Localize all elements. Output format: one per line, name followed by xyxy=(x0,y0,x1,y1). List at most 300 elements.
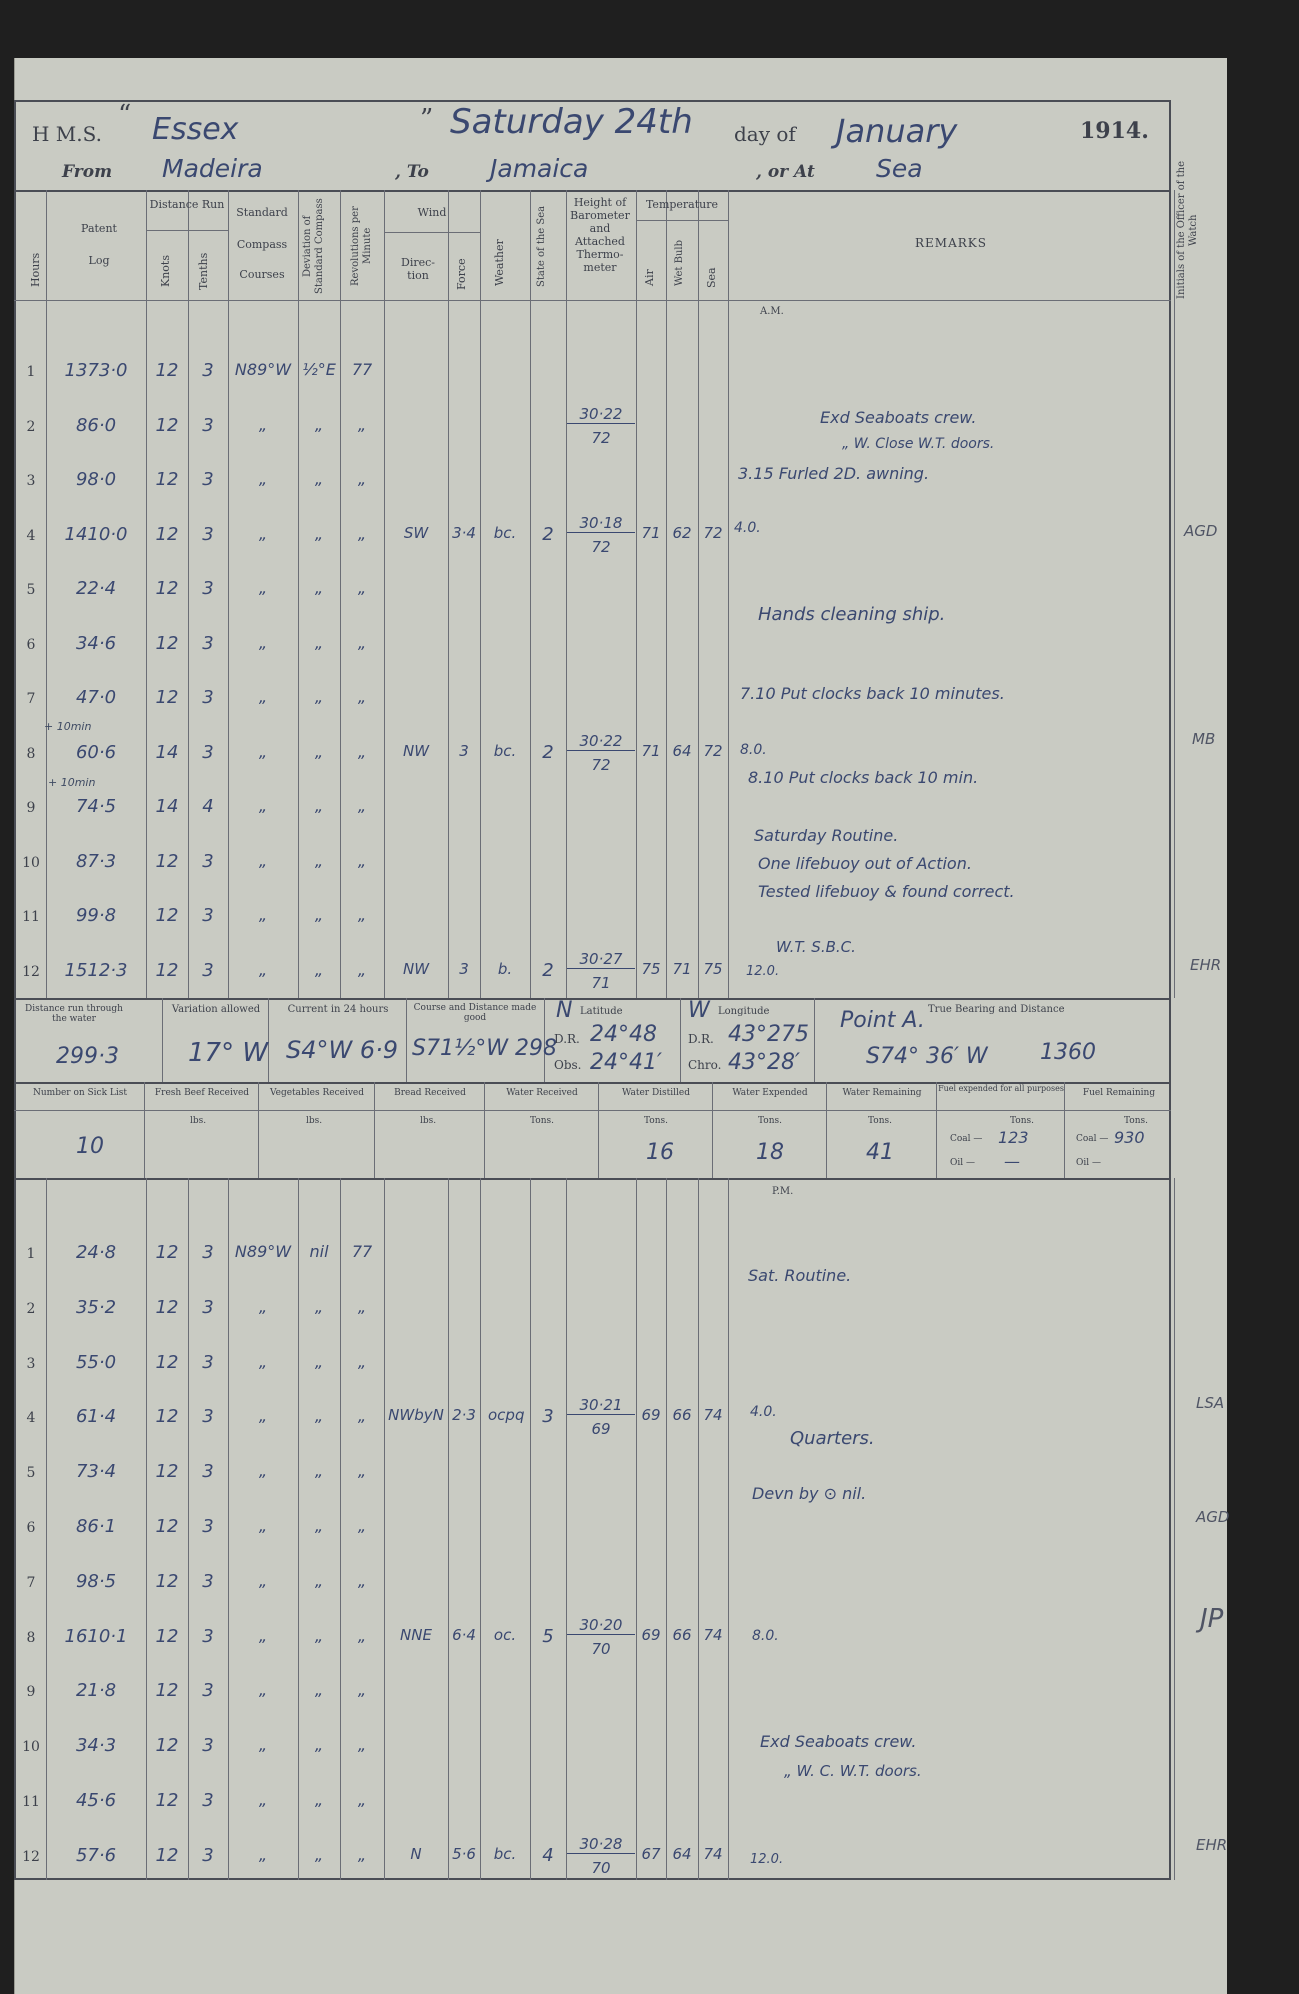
hour-number: 10 xyxy=(22,854,40,871)
pm-initial: EHR xyxy=(1196,1836,1228,1854)
hour-number: 3 xyxy=(26,473,36,489)
hour-number: 11 xyxy=(22,909,40,925)
column-line xyxy=(826,1082,827,1178)
hour-number: 5 xyxy=(26,1465,36,1482)
col-tenths: Tenths xyxy=(197,252,210,290)
cell-tenths: 3 xyxy=(202,1406,214,1428)
column-line xyxy=(712,1082,713,1178)
col-knots: Knots xyxy=(159,255,172,287)
column-line xyxy=(1174,1178,1175,1880)
col-direction: Direc- tion xyxy=(401,256,435,282)
am-remark: Exd Seaboats crew. xyxy=(820,408,977,427)
cell-dev: „ xyxy=(314,905,324,924)
cell-force: 2·3 xyxy=(452,1406,476,1425)
latitude-dr: 24°48 xyxy=(590,1022,657,1047)
col-force: Force xyxy=(455,258,468,290)
cell-log: 87·3 xyxy=(75,850,117,872)
cell-tenths: 4 xyxy=(202,796,214,817)
pm-remark: „ W. C. W.T. doors. xyxy=(784,1762,922,1780)
ship-name: Essex xyxy=(152,112,239,147)
cell-log: 98·0 xyxy=(75,469,117,490)
close-quote: ” xyxy=(420,104,434,134)
column-line xyxy=(384,1178,385,1880)
cell-sea: 72 xyxy=(703,741,723,760)
to-value: Jamaica xyxy=(490,154,589,183)
column-line xyxy=(144,1082,145,1178)
column-line xyxy=(484,1082,485,1178)
cell-dev: „ xyxy=(314,959,324,979)
cell-tenths: 3 xyxy=(202,959,214,981)
column-line xyxy=(814,998,815,1082)
cell-rev: „ xyxy=(357,1570,367,1590)
noon-variation: 17° W xyxy=(188,1038,269,1068)
cell-knots: 12 xyxy=(155,523,179,545)
cell-dev: „ xyxy=(314,1735,324,1755)
col-sea: Sea xyxy=(705,267,718,289)
cell-log: 57·6 xyxy=(75,1844,117,1866)
sick-count: 10 xyxy=(76,1134,104,1159)
pm-label: P.M. xyxy=(772,1186,794,1197)
col-temperature: Temperature xyxy=(645,198,719,211)
cell-rev: „ xyxy=(357,1461,367,1481)
thermometer-reading: 72 xyxy=(591,755,611,774)
hour-number: 9 xyxy=(26,800,36,816)
column-line xyxy=(188,190,189,998)
cell-dev: „ xyxy=(314,1296,324,1316)
cell-dev: „ xyxy=(314,1351,324,1371)
water-received-label: Water Received xyxy=(506,1088,578,1098)
thermometer-reading: 70 xyxy=(591,1639,611,1658)
sick-label: Number on Sick List xyxy=(32,1088,128,1098)
cell-sea-state: 5 xyxy=(542,1625,554,1647)
water-remaining-label: Water Remaining xyxy=(842,1088,922,1098)
col-standard: Standard xyxy=(236,206,288,219)
column-line xyxy=(162,998,163,1082)
cell-tenths: 3 xyxy=(202,523,214,545)
am-remark: 4.0. xyxy=(734,520,761,536)
cell-rev: „ xyxy=(357,850,367,870)
cell-tenths: 3 xyxy=(202,850,214,872)
water-expended-label: Water Expended xyxy=(732,1088,808,1098)
thermometer-reading: 69 xyxy=(591,1420,611,1439)
cell-wet: 64 xyxy=(672,741,692,760)
thermometer-reading: 72 xyxy=(591,537,611,556)
am-remark: 7.10 Put clocks back 10 minutes. xyxy=(740,684,1005,703)
hour-number: 1 xyxy=(26,364,36,380)
year: 1914. xyxy=(1080,118,1149,144)
pm-remark: Quarters. xyxy=(790,1428,875,1449)
cell-dev: „ xyxy=(314,850,324,870)
cell-tenths: 3 xyxy=(202,469,214,490)
cell-rev: „ xyxy=(357,1625,367,1645)
cell-air: 71 xyxy=(641,741,661,760)
am-initial: EHR xyxy=(1190,956,1222,974)
hour-number: 11 xyxy=(22,1794,40,1810)
clock-note-am-7: + 10min xyxy=(44,720,92,733)
cell-knots: 12 xyxy=(155,1735,179,1757)
cell-force: 3 xyxy=(459,741,469,760)
water-remaining-unit: Tons. xyxy=(868,1116,892,1126)
pm-remark: Exd Seaboats crew. xyxy=(760,1732,917,1751)
cell-tenths: 3 xyxy=(202,1242,214,1263)
cell-air: 71 xyxy=(641,523,661,542)
cell-log: 61·4 xyxy=(75,1406,117,1428)
water-distilled-label: Water Distilled xyxy=(622,1088,690,1098)
cell-knots: 12 xyxy=(155,1570,179,1592)
cell-dev: „ xyxy=(314,1406,324,1426)
cell-knots: 14 xyxy=(155,796,179,817)
column-line xyxy=(46,1178,47,1880)
cell-dev: „ xyxy=(314,414,324,434)
cell-knots: 12 xyxy=(155,414,179,436)
cell-course: „ xyxy=(258,632,268,652)
cell-course: „ xyxy=(258,578,268,597)
cell-rev: „ xyxy=(357,1844,367,1864)
cell-wet: 66 xyxy=(672,1406,692,1425)
cell-dir: N xyxy=(410,1844,422,1863)
cell-weather: ocpq xyxy=(488,1406,525,1425)
cell-course: „ xyxy=(258,1680,268,1700)
day-name: Saturday 24th xyxy=(450,102,693,142)
column-line xyxy=(46,190,47,998)
column-line xyxy=(1174,190,1175,998)
column-line xyxy=(480,190,481,998)
column-line xyxy=(598,1082,599,1178)
cell-weather: b. xyxy=(497,959,513,978)
water-expended: 18 xyxy=(756,1140,784,1165)
cell-rev: „ xyxy=(357,469,367,488)
column-line xyxy=(298,1178,299,1880)
coal-exp-label: Coal — xyxy=(950,1134,983,1144)
cell-tenths: 3 xyxy=(202,1516,214,1537)
coal-expended: 123 xyxy=(998,1128,1029,1147)
hour-number: 12 xyxy=(22,963,40,980)
cell-course: „ xyxy=(258,1570,268,1590)
cell-force: 3 xyxy=(459,959,469,978)
longitude-chro: 43°28′ xyxy=(728,1050,800,1075)
cell-rev: „ xyxy=(357,632,367,652)
cell-knots: 12 xyxy=(155,469,179,490)
cell-rev: „ xyxy=(357,1351,367,1371)
cell-tenths: 3 xyxy=(202,1844,214,1866)
cell-rev: „ xyxy=(357,523,367,543)
column-line xyxy=(530,1178,531,1880)
column-line xyxy=(480,1178,481,1880)
hour-number: 2 xyxy=(26,418,36,435)
column-line xyxy=(340,1178,341,1880)
cell-knots: 12 xyxy=(155,1790,179,1811)
wind-rule xyxy=(384,232,480,233)
water-remaining: 41 xyxy=(866,1140,894,1165)
cell-rev: 77 xyxy=(351,360,373,379)
cell-force: 6·4 xyxy=(452,1625,476,1644)
cell-dev: „ xyxy=(314,1461,324,1481)
cell-tenths: 3 xyxy=(202,1680,214,1702)
month: January xyxy=(836,112,958,150)
col-revolutions: Revolutions per Minute xyxy=(350,206,373,286)
column-line xyxy=(340,190,341,998)
open-quote: “ xyxy=(118,100,132,130)
col-hours: Hours xyxy=(29,252,42,288)
thermometer-reading: 71 xyxy=(591,973,611,992)
cell-wet: 62 xyxy=(672,523,692,542)
cell-dir: NNE xyxy=(400,1625,432,1644)
hour-number: 5 xyxy=(26,582,36,598)
cell-sea: 75 xyxy=(703,959,723,978)
column-line xyxy=(936,1082,937,1178)
col-deviation: Deviation of Standard Compass xyxy=(302,198,325,294)
column-line xyxy=(636,190,637,998)
cell-log: 99·8 xyxy=(75,905,117,926)
cell-log: 1410·0 xyxy=(64,523,128,545)
cell-dev: „ xyxy=(314,1680,324,1700)
beef-label: Fresh Beef Received xyxy=(154,1088,250,1098)
column-line xyxy=(666,1178,667,1880)
column-line xyxy=(384,190,385,998)
cell-course: „ xyxy=(258,469,268,488)
cell-log: 47·0 xyxy=(75,687,117,708)
fuel-expended-label: Fuel expended for all purposes xyxy=(938,1084,1064,1093)
col-compass: Compass xyxy=(236,238,288,251)
cell-course: „ xyxy=(258,1351,268,1371)
col-air: Air xyxy=(643,269,656,287)
cell-course: „ xyxy=(258,687,268,706)
fuel-remaining-label: Fuel Remaining xyxy=(1082,1088,1156,1098)
barometer-reading: 30·21 xyxy=(567,1396,635,1415)
cell-course: „ xyxy=(258,1790,268,1809)
oil-rem-label: Oil — xyxy=(1076,1158,1101,1168)
cell-course: „ xyxy=(258,1844,268,1864)
cell-dev: „ xyxy=(314,578,324,597)
longitude-dr: 43°275 xyxy=(728,1022,809,1047)
cell-weather: bc. xyxy=(493,1844,517,1863)
am-initial: AGD xyxy=(1184,522,1218,540)
veg-unit: lbs. xyxy=(306,1116,323,1126)
thermometer-reading: 70 xyxy=(591,1858,611,1877)
cell-rev: „ xyxy=(357,1790,367,1809)
cell-rev: „ xyxy=(357,1680,367,1700)
cell-tenths: 3 xyxy=(202,687,214,708)
pm-initial: LSA xyxy=(1196,1394,1225,1412)
cell-log: 55·0 xyxy=(75,1351,117,1373)
cell-tenths: 3 xyxy=(202,1461,214,1483)
cell-tenths: 3 xyxy=(202,1351,214,1373)
column-line xyxy=(448,1178,449,1880)
column-line xyxy=(698,1178,699,1880)
column-line xyxy=(566,190,567,998)
cell-knots: 12 xyxy=(155,905,179,926)
cell-dev: „ xyxy=(314,1625,324,1645)
cell-course: „ xyxy=(258,523,268,543)
cell-course: N89°W xyxy=(234,360,292,379)
cell-force: 3·4 xyxy=(452,523,476,542)
cell-tenths: 3 xyxy=(202,741,214,763)
cell-dir: SW xyxy=(403,523,429,542)
column-line xyxy=(666,190,667,998)
cell-wet: 71 xyxy=(672,959,692,978)
cell-air: 69 xyxy=(641,1406,661,1425)
stores-label-rule xyxy=(14,1110,1171,1111)
cell-log: 1373·0 xyxy=(64,360,128,381)
cell-rev: „ xyxy=(357,741,367,761)
cell-log: 35·2 xyxy=(75,1296,117,1318)
cell-log: 45·6 xyxy=(75,1790,117,1811)
temperature-rule xyxy=(636,220,728,221)
hour-number: 1 xyxy=(26,1246,36,1262)
bread-label: Bread Received xyxy=(394,1088,466,1098)
noon-distance-label: Distance run through the water xyxy=(25,1004,123,1024)
cell-dev: „ xyxy=(314,1516,324,1535)
noon-distance: 299·3 xyxy=(56,1044,119,1069)
hour-number: 4 xyxy=(26,527,36,544)
noon-variation-label: Variation allowed xyxy=(171,1004,261,1015)
cell-sea: 74 xyxy=(703,1844,723,1863)
cell-sea-state: 2 xyxy=(542,959,554,981)
fuel-expended-unit: Tons. xyxy=(1010,1116,1034,1126)
cell-tenths: 3 xyxy=(202,578,214,599)
cell-knots: 12 xyxy=(155,959,179,981)
cell-course: „ xyxy=(258,1735,268,1755)
cell-course: „ xyxy=(258,1406,268,1426)
hour-number: 8 xyxy=(26,1629,36,1646)
latitude-hemisphere: N xyxy=(556,998,573,1023)
cell-sea: 74 xyxy=(703,1625,723,1644)
from-value: Madeira xyxy=(162,154,263,183)
cell-course: „ xyxy=(258,1516,268,1535)
coal-rem-label: Coal — xyxy=(1076,1134,1109,1144)
bearing-distance: 1360 xyxy=(1040,1040,1096,1065)
cell-rev: „ xyxy=(357,796,367,815)
cell-log: 86·1 xyxy=(75,1516,117,1537)
water-received-unit: Tons. xyxy=(530,1116,554,1126)
cell-log: 1610·1 xyxy=(64,1625,128,1647)
cell-knots: 12 xyxy=(155,1242,179,1263)
cell-knots: 12 xyxy=(155,1680,179,1702)
hour-number: 4 xyxy=(26,1410,36,1427)
fuel-remaining-unit: Tons. xyxy=(1124,1116,1148,1126)
cell-weather: bc. xyxy=(493,523,517,542)
column-line xyxy=(188,1178,189,1880)
hour-number: 12 xyxy=(22,1848,40,1865)
pm-remark: 4.0. xyxy=(750,1404,777,1420)
cell-sea-state: 4 xyxy=(542,1844,554,1866)
cell-log: 60·6 xyxy=(75,741,117,763)
pm-remark: 8.0. xyxy=(752,1628,779,1644)
cell-knots: 12 xyxy=(155,360,179,381)
pm-remark: Devn by ⊙ nil. xyxy=(752,1484,867,1503)
water-distilled-unit: Tons. xyxy=(644,1116,668,1126)
cell-tenths: 3 xyxy=(202,1570,214,1592)
column-line xyxy=(448,190,449,998)
column-line xyxy=(374,1082,375,1178)
hour-number: 8 xyxy=(26,745,36,762)
cell-tenths: 3 xyxy=(202,414,214,436)
noon-current-label: Current in 24 hours xyxy=(287,1004,389,1015)
col-wind: Wind xyxy=(417,206,447,219)
cell-air: 69 xyxy=(641,1625,661,1644)
column-line xyxy=(268,998,269,1082)
col-state-of-sea: State of the Sea xyxy=(536,205,547,287)
am-remark: 8.10 Put clocks back 10 min. xyxy=(748,768,979,787)
veg-label: Vegetables Received xyxy=(269,1088,365,1098)
hour-number: 7 xyxy=(26,1574,36,1591)
cell-dev: „ xyxy=(314,1844,324,1864)
latitude-obs: 24°41′ xyxy=(590,1050,662,1075)
column-line xyxy=(636,1178,637,1880)
column-line xyxy=(530,190,531,998)
am-remark: Saturday Routine. xyxy=(754,826,899,845)
distance-run-rule xyxy=(146,230,228,231)
hour-number: 3 xyxy=(26,1355,36,1372)
col-weather: Weather xyxy=(493,239,506,287)
cell-tenths: 3 xyxy=(202,1735,214,1757)
cell-knots: 12 xyxy=(155,1351,179,1373)
am-remark: 3.15 Furled 2D. awning. xyxy=(738,464,930,483)
barometer-reading: 30·22 xyxy=(567,405,635,424)
cell-dir: NWbyN xyxy=(388,1406,444,1425)
column-line xyxy=(680,998,681,1082)
col-distance-run: Distance Run xyxy=(149,198,225,211)
cell-knots: 12 xyxy=(155,850,179,872)
cell-knots: 12 xyxy=(155,632,179,654)
cell-course: N89°W xyxy=(234,1242,292,1261)
cell-wet: 64 xyxy=(672,1844,692,1863)
column-line xyxy=(258,1082,259,1178)
column-line xyxy=(728,190,729,998)
cell-rev: „ xyxy=(357,1516,367,1535)
day-of-label: day of xyxy=(734,122,796,146)
col-initials: Initials of the Officer of the Watch xyxy=(1176,161,1199,299)
cell-rev: „ xyxy=(357,959,367,979)
oil-exp-label: Oil — xyxy=(950,1158,975,1168)
cell-log: 34·6 xyxy=(75,632,117,654)
cell-tenths: 3 xyxy=(202,1625,214,1647)
col-remarks: REMARKS xyxy=(915,236,987,250)
cell-dir: NW xyxy=(402,959,430,978)
pm-initial: JP xyxy=(1200,1604,1224,1634)
bearing-value: S74° 36′ W xyxy=(866,1044,988,1069)
cell-dev: „ xyxy=(314,741,324,761)
column-line xyxy=(406,998,407,1082)
at-value: Sea xyxy=(876,154,923,183)
col-wet-bulb: Wet Bulb xyxy=(674,240,685,286)
cell-log: 73·4 xyxy=(75,1461,117,1483)
cell-knots: 12 xyxy=(155,687,179,708)
am-remark: 8.0. xyxy=(740,742,767,758)
cell-knots: 12 xyxy=(155,1406,179,1428)
cell-dev: nil xyxy=(309,1242,329,1261)
pm-remark: Sat. Routine. xyxy=(748,1266,852,1285)
cell-rev: „ xyxy=(357,687,367,706)
hour-number: 7 xyxy=(26,691,36,707)
cell-knots: 12 xyxy=(155,1844,179,1866)
cell-log: 21·8 xyxy=(75,1680,117,1702)
cell-dev: „ xyxy=(314,1570,324,1590)
cell-dev: „ xyxy=(314,523,324,543)
col-patent: Patent xyxy=(81,222,117,235)
longitude-hemisphere: W xyxy=(688,998,710,1023)
col-barometer: Height of Barometer and Attached Thermo- meter xyxy=(570,196,630,274)
cell-course: „ xyxy=(258,796,268,815)
am-label: A.M. xyxy=(760,306,784,317)
cell-tenths: 3 xyxy=(202,632,214,654)
cell-dev: „ xyxy=(314,796,324,815)
cell-dev: „ xyxy=(314,632,324,652)
cell-tenths: 3 xyxy=(202,1790,214,1811)
col-courses: Courses xyxy=(239,268,285,281)
barometer-reading: 30·20 xyxy=(567,1616,635,1635)
barometer-reading: 30·18 xyxy=(567,514,635,533)
